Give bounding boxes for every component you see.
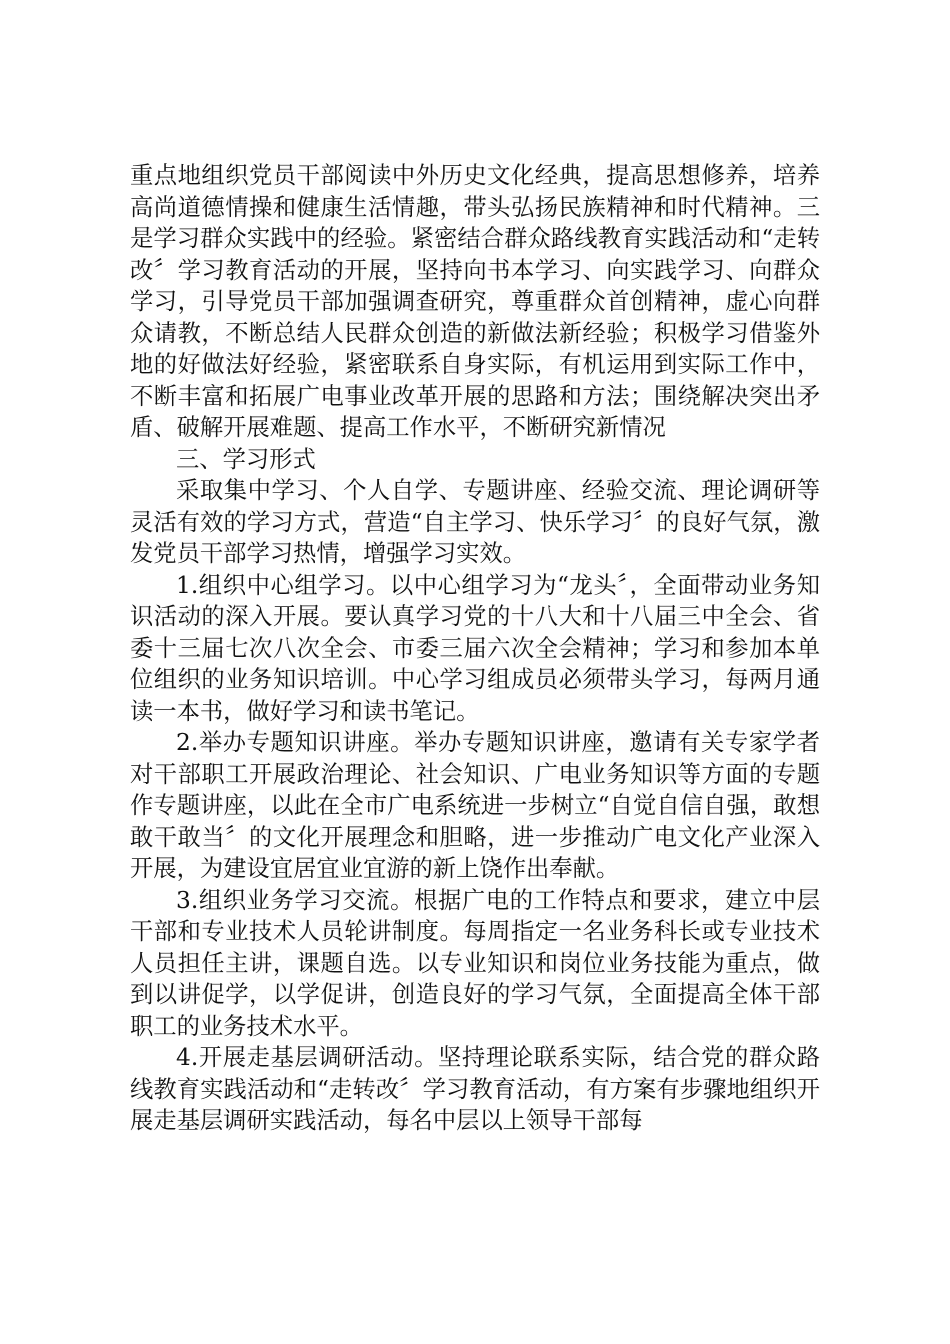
paragraph-continuation: 重点地组织党员干部阅读中外历史文化经典，提高思想修养，培养高尚道德情操和健康生活情趣，带头弘扬民族精神和时代精神。三是学习群众实践中的经验。紧密结合群众路线教育实践活动和“走转改〞学习教育活动的开展，坚持向书本学习、向实践学习、向群众学习，引导党员干部加强调查研究，尊重群众首创精神，虚心向群众请教，不断总结人民群众创造的新做法新经验；积极学习借鉴外地的好做法好经验，紧密联系自身实际，有机运用到实际工作中，不断丰富和拓展广电事业改革开展的思路和方法；围绕解决突出矛盾、破解开展难题、提高工作水平，不断研究新情况	[130, 162, 820, 441]
paragraph-item-2: 2.举办专题知识讲座。举办专题知识讲座，邀请有关专家学者对干部职工开展政治理论、社会知识、广电业务知识等方面的专题作专题讲座，以此在全市广电系统进一步树立“自觉自信自强，敢想敢干敢当〞的文化开展理念和胆略，进一步推动广电文化产业深入开展，为建设宜居宜业宜游的新上饶作出奉献。	[130, 729, 820, 882]
paragraph-learning-methods: 采取集中学习、个人自学、专题讲座、经验交流、理论调研等灵活有效的学习方式，营造“自主学习、快乐学习〞的良好气氛，激发党员干部学习热情，增强学习实效。	[130, 477, 820, 567]
paragraph-item-3: 3.组织业务学习交流。根据广电的工作特点和要求，建立中层干部和专业技术人员轮讲制度。每周指定一名业务科长或专业技术人员担任主讲，课题自选。以专业知识和岗位业务技能为重点，做到以讲促学，以学促讲，创造良好的学习气氛，全面提高全体干部职工的业务技术水平。	[130, 886, 820, 1040]
paragraph-item-1: 1.组织中心组学习。以中心组学习为“龙头〞，全面带动业务知识活动的深入开展。要认真学习党的十八大和十八届三中全会、省委十三届七次八次全会、市委三届六次全会精神；学习和参加本单位组织的业务知识培训。中心学习组成员必须带头学习，每两月通读一本书，做好学习和读书笔记。	[130, 571, 820, 725]
document-page	[130, 160, 820, 1137]
section-heading-learning-format: 三、学习形式	[176, 445, 316, 473]
paragraph-item-4: 4.开展走基层调研活动。坚持理论联系实际，结合党的群众路线教育实践活动和“走转改〞学习教育活动，有方案有步骤地组织开展走基层调研实践活动，每名中层以上领导干部每	[130, 1044, 820, 1134]
